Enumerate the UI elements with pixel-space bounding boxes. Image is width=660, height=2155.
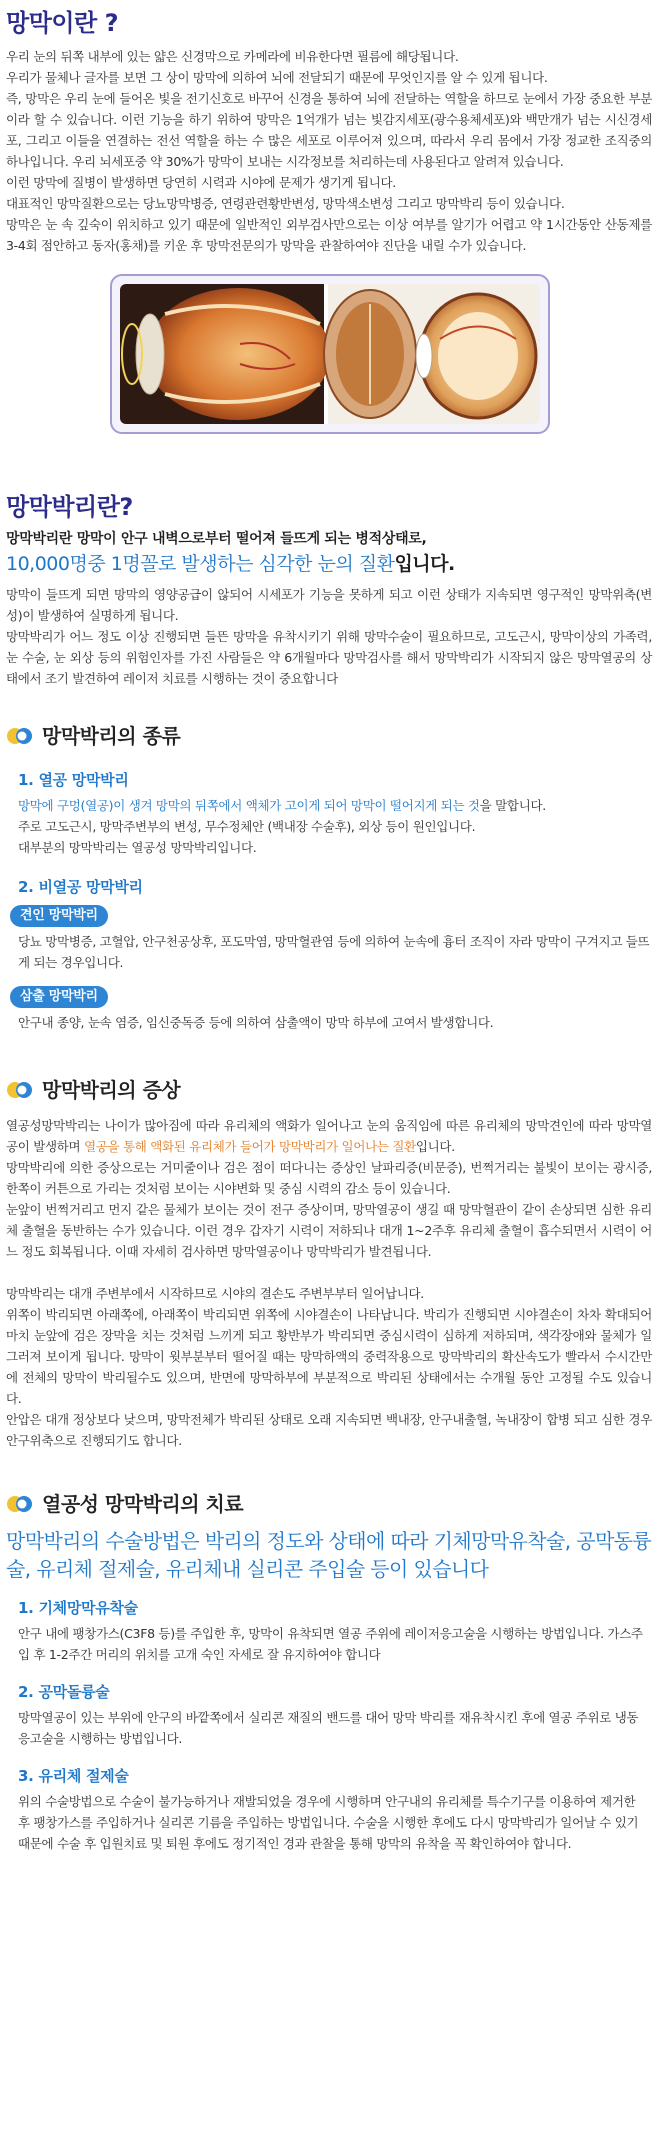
section-title-types xyxy=(0,723,660,749)
detachment-description xyxy=(0,584,660,689)
tractional-pill: 견인 망막박리 xyxy=(10,905,108,927)
exudative-text: 안구내 종양, 눈속 염증, 임신중독증 등에 의하여 삼출액이 망막 하부에 고여서 발생합니다. xyxy=(18,1015,494,1030)
symptom-tail: 입니다. xyxy=(415,1139,455,1154)
eye-cross-section-image xyxy=(120,284,540,424)
type1-line3: 대부분의 망막박리는 열공성 망막박리입니다. xyxy=(18,840,257,855)
symptom-intro: 열공성망막박리는 나이가 많아짐에 따라 유리체의 액화가 일어나고 눈의 움직임에 따른 유리체의 망막견인에 따라 망막열공이 발생하며 xyxy=(6,1118,652,1154)
incidence-highlight: 10,000명중 1명꼴로 발생하는 심각한 눈의 질환 xyxy=(6,553,395,575)
section-title-text: 망막박리의 종류 xyxy=(42,724,181,748)
paragraph-line: 이런 망막에 질병이 발생하면 당연히 시력과 시야에 문제가 생기게 됩니다. xyxy=(6,175,396,190)
section-title-detachment: 망막박리란? xyxy=(6,493,133,521)
paragraph-line: 우리 눈의 뒤쪽 내부에 있는 얇은 신경막으로 카메라에 비유한다면 필름에 해당됩니다. xyxy=(6,49,459,64)
paragraph-line: 망막박리에 의한 증상으로는 거미줄이나 검은 점이 떠다니는 증상인 날파리증(비문증), 번쩍거리는 불빛이 보이는 광시증, 한쪽이 커튼으로 가리는 것처럼 보이는 시야변화 및 중심 시력의 감소 등이 있습니다. xyxy=(6,1160,652,1196)
section-symptoms xyxy=(0,1033,660,1451)
method1-text: 안구 내에 팽창가스(C3F8 등)를 주입한 후, 망막이 유착되면 열공 주위에 레이저응고술을 시행하는 방법입니다. 가스주입 후 1-2주간 머리의 위치를 고개 숙인 자세로 잘 유지하여야 합니다 xyxy=(18,1626,643,1662)
method2-text: 망막열공이 있는 부위에 안구의 바깥쪽에서 실리콘 재질의 밴드를 대어 망막 박리를 재유착시킨 후에 열공 주위로 냉동응고술을 시행하는 방법입니다. xyxy=(18,1710,639,1746)
treatment-lead: 망막박리의 수술방법은 박리의 정도와 상태에 따라 기체망막유착술, 공막동륭술, 유리체 절제술, 유리체내 실리콘 주입술 등이 있습니다 xyxy=(6,1529,652,1581)
type1-title: 1. 열공 망막박리 xyxy=(18,771,129,789)
section-what-is-retina xyxy=(0,0,660,434)
retina-description xyxy=(0,46,660,256)
method2-title: 2. 공막돌륭술 xyxy=(18,1683,110,1701)
section-title-retina: 망막이란 ? xyxy=(6,9,119,37)
detachment-definition: 망막박리란 망막이 안구 내벽으로부터 떨어져 들뜨게 되는 병적상태로, xyxy=(6,531,427,547)
paragraph-line: 위쪽이 박리되면 아래쪽에, 아래쪽이 박리되면 위쪽에 시야결손이 나타납니다. 박리가 진행되면 시야결손이 차차 확대되어 마치 눈앞에 검은 장막을 치는 것처럼 느끼게 되고 황반부가 박리되면 중심시력이 심하게 저하되며, 색각장애와 물체가 일그러져 보이게 됩니다. 망막이 윗부분부터 떨어질 때는 망막하액의 중력작용으로 망막박리의 확산속도가 빨라서 수시간만에 전체의 망막이 박리될수도 있으며, 반면에 망막하부에 부분적으로 박리된 상태에서는 수개월 동안 고정될 수도 있습니다. xyxy=(6,1307,652,1406)
type1-highlight: 망막에 구멍(열공)이 생겨 망막의 뒤쪽에서 액체가 고이게 되어 망막이 떨어지게 되는 것 xyxy=(18,798,480,813)
eye-cross-section-illustration xyxy=(110,274,550,434)
section-types xyxy=(0,689,660,1033)
exudative-pill-row xyxy=(0,985,660,1008)
method3-title: 3. 유리체 절제술 xyxy=(18,1767,129,1785)
paragraph-line: 즉, 망막은 우리 눈에 들어온 빛을 전기신호로 바꾸어 신경을 통하여 뇌에 전달하는 역할을 하므로 눈에서 가장 중요한 부분이라 할 수 있습니다. 이런 기능을 하기 위하여 망막은 1억개가 넘는 빛감지세포(광수용체세포)와 백만개가 넘는 시신경세포, 그리고 이들을 연결하는 전선 역할을 하는 수 많은 세포로 이루어져 있으며, 따라서 우리 몸에서 가장 정교한 조직중의 하나입니다. 우리 뇌세포중 약 30%가 망막이 보내는 시각정보를 처리하는데 사용된다고 알려져 있습니다. xyxy=(6,91,652,169)
paragraph-line: 망막박리는 대개 주변부에서 시작하므로 시야의 결손도 주변부부터 일어납니다. xyxy=(6,1286,424,1301)
section-retinal-detachment xyxy=(0,434,660,689)
type1-tail: 을 말합니다. xyxy=(479,798,546,813)
method3-text: 위의 수술방법으로 수술이 불가능하거나 재발되었을 경우에 시행하며 안구내의 유리체를 특수기구를 이용하여 제거한 후 팽창가스를 주입하거나 실리콘 기름을 주입하는 방법입니다. 수술을 시행한 후에도 다시 망막박리가 일어날 수 있기 때문에 수술 후 입원치료 및 퇴원 후에도 정기적인 경과 관찰을 통해 망막의 유착을 꼭 확인하여야 합니다. xyxy=(18,1794,639,1851)
exudative-pill: 삼출 망막박리 xyxy=(10,986,108,1008)
tractional-pill-row xyxy=(0,904,660,927)
section-title-text: 열공성 망막박리의 치료 xyxy=(42,1492,244,1516)
type1-line1 xyxy=(18,795,650,816)
section-title-text: 망막박리의 증상 xyxy=(42,1078,181,1102)
symptoms-paragraph-1 xyxy=(0,1115,660,1262)
section-bullet-icon xyxy=(6,727,34,745)
paragraph-line: 망막박리가 어느 정도 이상 진행되면 들뜬 망막을 유착시키기 위해 망막수술이 필요하므로, 고도근시, 망막이상의 가족력, 눈 수술, 눈 외상 등의 위험인자를 가진 사람들은 약 6개월마다 망막검사를 해서 망막박리가 시작되지 않은 망막열공의 상태에서 조기 발견하여 레이저 치료를 시행하는 것이 중요합니다 xyxy=(6,629,652,686)
paragraph-line: 대표적인 망막질환으로는 당뇨망막병증, 연령관련황반변성, 망막색소변성 그리고 망막박리 등이 있습니다. xyxy=(6,196,565,211)
symptoms-paragraph-2 xyxy=(0,1283,660,1451)
type2-title: 2. 비열공 망막박리 xyxy=(18,878,143,896)
tractional-text: 당뇨 망막병증, 고혈압, 안구천공상후, 포도막염, 망막혈관염 등에 의하여 눈속에 흉터 조직이 자라 망막이 구겨지고 들뜨게 되는 경우입니다. xyxy=(18,934,650,970)
section-title-treatment xyxy=(0,1491,660,1517)
section-bullet-icon xyxy=(6,1081,34,1099)
paragraph-line: 눈앞이 번쩍거리고 먼지 같은 물체가 보이는 것이 전구 증상이며, 망막열공이 생길 때 망막혈관이 같이 손상되면 심한 유리체 출혈을 동반하는 수가 있습니다. 이런 경우 갑자기 시력이 저하되나 대개 1~2주후 유리체 출혈이 흡수되면서 시력이 어느 정도 회복됩니다. 이때 자세히 검사하면 망막열공이나 망막박리가 발견됩니다. xyxy=(6,1202,652,1259)
paragraph-line: 망막이 들뜨게 되면 망막의 영양공급이 않되어 시세포가 기능을 못하게 되고 이런 상태가 지속되면 영구적인 망막위축(변성)이 발생하여 실명하게 됩니다. xyxy=(6,587,652,623)
paragraph-line: 우리가 물체나 글자를 보면 그 상이 망막에 의하여 뇌에 전달되기 때문에 무엇인지를 알 수 있게 됩니다. xyxy=(6,70,548,85)
section-title-symptoms xyxy=(0,1077,660,1103)
method1-title: 1. 기체망막유착술 xyxy=(18,1599,138,1617)
incidence-tail: 입니다. xyxy=(394,553,455,575)
type1-line2: 주로 고도근시, 망막주변부의 변성, 무수정체안 (백내장 수술후), 외상 등이 원인입니다. xyxy=(18,819,476,834)
type1-body xyxy=(0,795,660,858)
paragraph-line: 망막은 눈 속 깊숙이 위치하고 있기 때문에 일반적인 외부검사만으로는 이상 여부를 알기가 어렵고 약 1시간동안 산동제를 3-4회 점안하고 동자(홍채)를 키운 후 망막전문의가 망막을 관찰하여야 진단을 내릴 수가 있습니다. xyxy=(6,217,652,253)
symptom-highlight: 열공을 통해 액화된 유리체가 들어가 망막박리가 일어나는 질환 xyxy=(84,1139,416,1154)
section-treatment xyxy=(0,1451,660,1854)
paragraph-line xyxy=(6,1115,652,1157)
paragraph-line: 안압은 대개 정상보다 낮으며, 망막전체가 박리된 상태로 오래 지속되면 백내장, 안구내출혈, 녹내장이 합병 되고 심한 경우 안구위축으로 진행되기도 합니다. xyxy=(6,1412,652,1448)
detachment-incidence xyxy=(0,550,660,578)
section-bullet-icon xyxy=(6,1495,34,1513)
